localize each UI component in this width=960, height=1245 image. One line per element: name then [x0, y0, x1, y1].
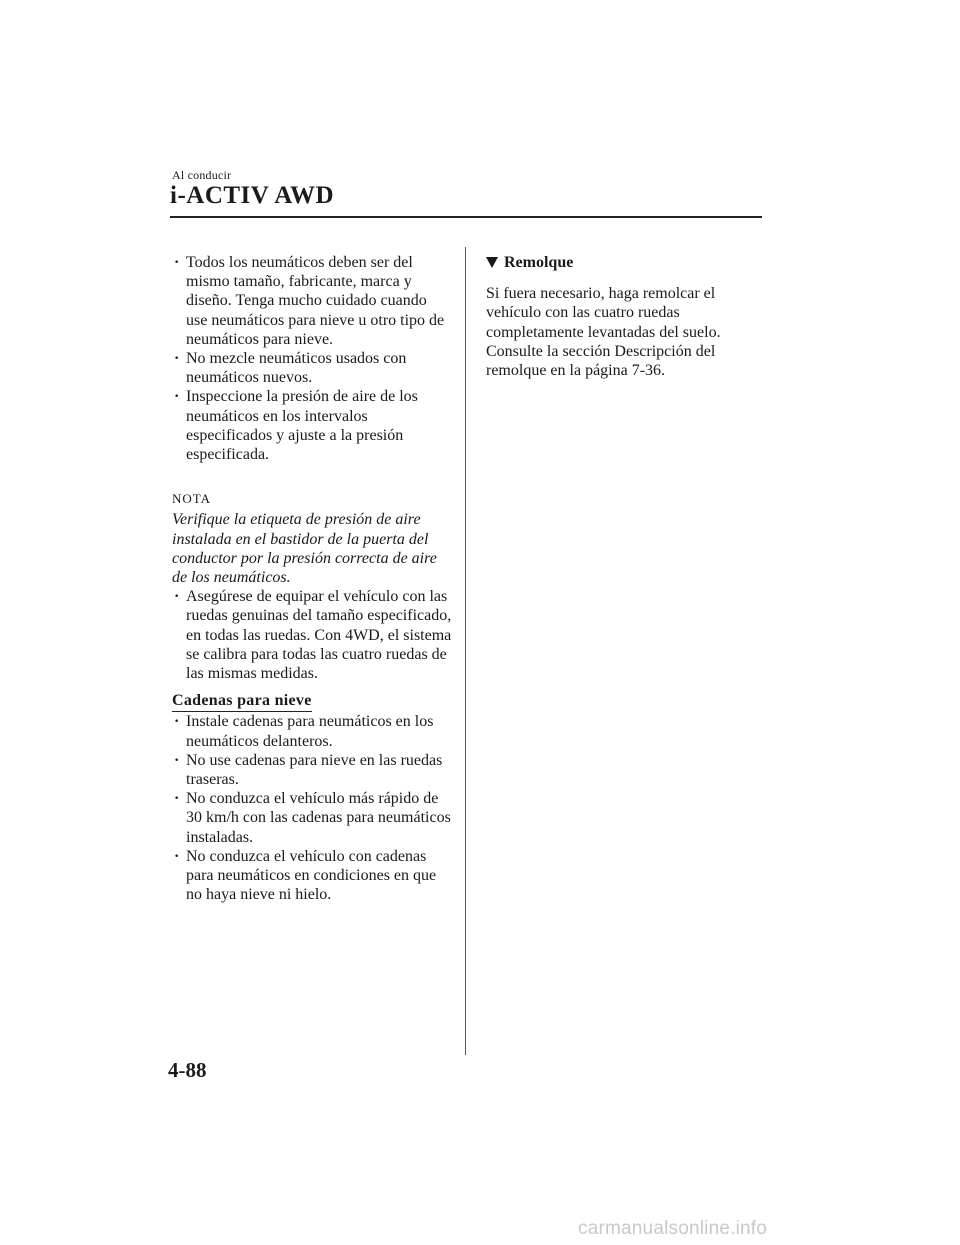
title-rule — [170, 216, 762, 218]
list-item: · No use cadenas para nieve en las ruedas traseras. — [172, 751, 452, 789]
note-text: Verifique la etiqueta de presión de aire instalada en el bastidor de la puerta del conductor por la presión correcta de aire de los neumáticos. — [172, 511, 437, 587]
right-column — [486, 253, 748, 380]
towing-heading — [486, 253, 748, 272]
bullet-list-top — [172, 253, 452, 464]
list-item: · Inspeccione la presión de aire de los neumáticos en los intervalos especificados y ajuste a la presión especificada. — [172, 387, 452, 464]
bullet-list-after-note — [172, 587, 452, 683]
note-label: NOTA — [172, 491, 212, 507]
snow-chains-heading: Cadenas para nieve — [172, 691, 312, 712]
snow-chains-list — [172, 712, 452, 904]
list-item: · Instale cadenas para neumáticos en los neumáticos delanteros. — [172, 712, 452, 750]
watermark: carmanualsonline.info — [578, 1218, 768, 1239]
down-triangle-icon — [486, 257, 498, 268]
towing-heading-label: Remolque — [504, 254, 574, 271]
list-item: · Asegúrese de equipar el vehículo con las ruedas genuinas del tamaño especificado, en todas las ruedas. Con 4WD, el sistema se calibra para todas las cuatro ruedas de las mismas medidas. — [172, 587, 452, 683]
chapter-title: i-ACTIV AWD — [170, 182, 335, 209]
list-item: · No conduzca el vehículo con cadenas para neumáticos en condiciones en que no haya nieve ni hielo. — [172, 847, 452, 905]
list-item: · Todos los neumáticos deben ser del mismo tamaño, fabricante, marca y diseño. Tenga mucho cuidado cuando use neumáticos para nieve u otro tipo de neumáticos para nieve. — [172, 253, 452, 349]
column-divider — [465, 247, 466, 1055]
list-item: · No mezcle neumáticos usados con neumáticos nuevos. — [172, 349, 452, 387]
list-item: · No conduzca el vehículo más rápido de 30 km/h con las cadenas para neumáticos instaladas. — [172, 789, 452, 847]
left-column — [172, 253, 452, 905]
section-label: Al conducir — [172, 168, 232, 182]
page-number: 4-88 — [168, 1058, 207, 1082]
towing-paragraph: Si fuera necesario, haga remolcar el vehículo con las cuatro ruedas completamente levantadas del suelo. Consulte la sección Descripción del remolque en la página 7-36. — [486, 285, 721, 380]
